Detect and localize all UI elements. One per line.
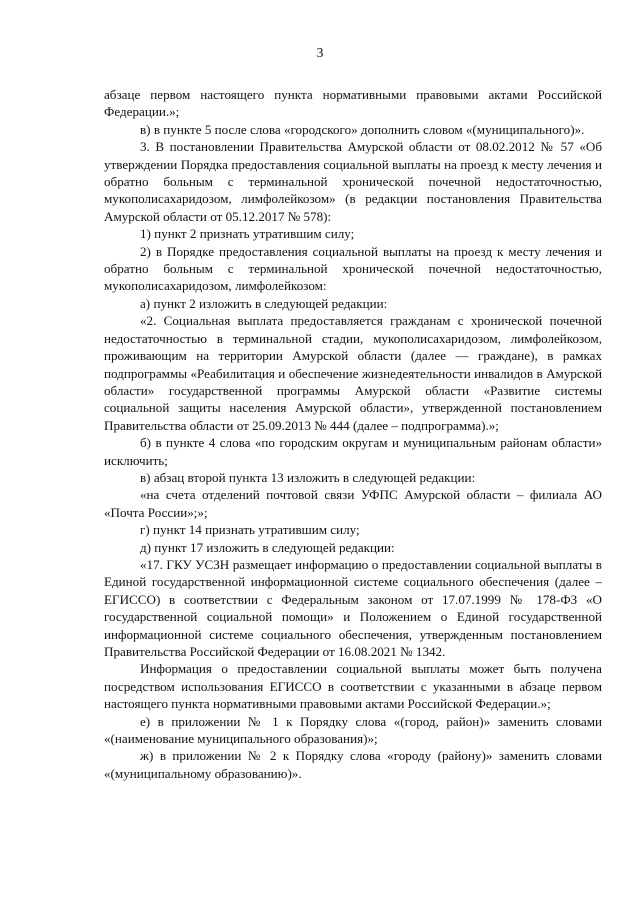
paragraph: абзаце первом настоящего пункта нормативными правовыми актами Российской Федерации.»; — [104, 87, 602, 120]
paragraph: в) в пункте 5 после слова «городского» дополнить словом «(муниципального)». — [140, 121, 585, 137]
paragraph: «2. Социальная выплата предоставляется гражданам с хронической почечной недостаточностью в терминальной стадии, мукополисахаридозом, лимфолейкозом, проживающим на территории Амурской области (далее — граждане), в рамках подпрограммы «Реабилитация и обеспечение жизнедеятельности инвалидов в Амурской области» государственной программы Амурской области «Развитие системы социальной защиты населения Амурской области», утвержденной постановлением Правительства области от 25.09.2013 № 444 (далее – подпрограмма).»; — [104, 313, 602, 433]
paragraph: 3. В постановлении Правительства Амурской области от 08.02.2012 № 57 «Об утверждении Порядка предоставления социальной выплаты на проезд к месту лечения и обратно больным с терминальной хронической почечной недостаточностью, мукополисахаридозом, лимфолейкозом» (в редакции постановления Правительства Амурской области от 05.12.2017 № 578): — [104, 139, 602, 224]
paragraph: а) пункт 2 изложить в следующей редакции: — [140, 295, 388, 311]
paragraph: е) в приложении № 1 к Порядку слова «(город, район)» заменить словами «(наименование муниципального образования)»; — [104, 713, 602, 747]
paragraph: «17. ГКУ УСЗН размещает информацию о предоставлении социальной выплаты в Единой государственной информационной системе социального обеспечения (далее – ЕГИССО) в соответствии с Федеральным законом от 17.07.1999 № 178-ФЗ «О государственной социальной помощи» и Положением о Единой государственной информационной системе социального обеспечения, утвержденным постановлением Правительства Российской Федерации от 16.08.2021 № 1342. — [104, 556, 602, 659]
document-body — [104, 86, 602, 782]
paragraph: ж) в приложении № 2 к Порядку слова «городу (району)» заменить словами «(муниципальному образованию)». — [104, 748, 602, 781]
paragraph: д) пункт 17 изложить в следующей редакции: — [140, 539, 395, 555]
paragraph: 2) в Порядке предоставления социальной выплаты на проезд к месту лечения и обратно больным с терминальной хронической почечной недостаточностью, мукополисахаридозом, лимфолейкозом: — [104, 243, 602, 294]
paragraph: Информация о предоставлении социальной выплаты может быть получена посредством использования ЕГИССО в соответствии с указанными в абзаце первом настоящего пункта нормативными правовыми актами Российской Федерации.»; — [104, 661, 602, 712]
page-number: 3 — [316, 45, 324, 60]
paragraph: б) в пункте 4 слова «по городским округам и муниципальным районам области» исключить; — [104, 435, 602, 468]
paragraph: г) пункт 14 признать утратившим силу; — [140, 522, 360, 538]
paragraph: 1) пункт 2 признать утратившим силу; — [140, 226, 355, 242]
paragraph: «на счета отделений почтовой связи УФПС Амурской области – филиала АО «Почта России»;»; — [104, 487, 602, 520]
paragraph: в) абзац второй пункта 13 изложить в следующей редакции: — [140, 469, 476, 485]
